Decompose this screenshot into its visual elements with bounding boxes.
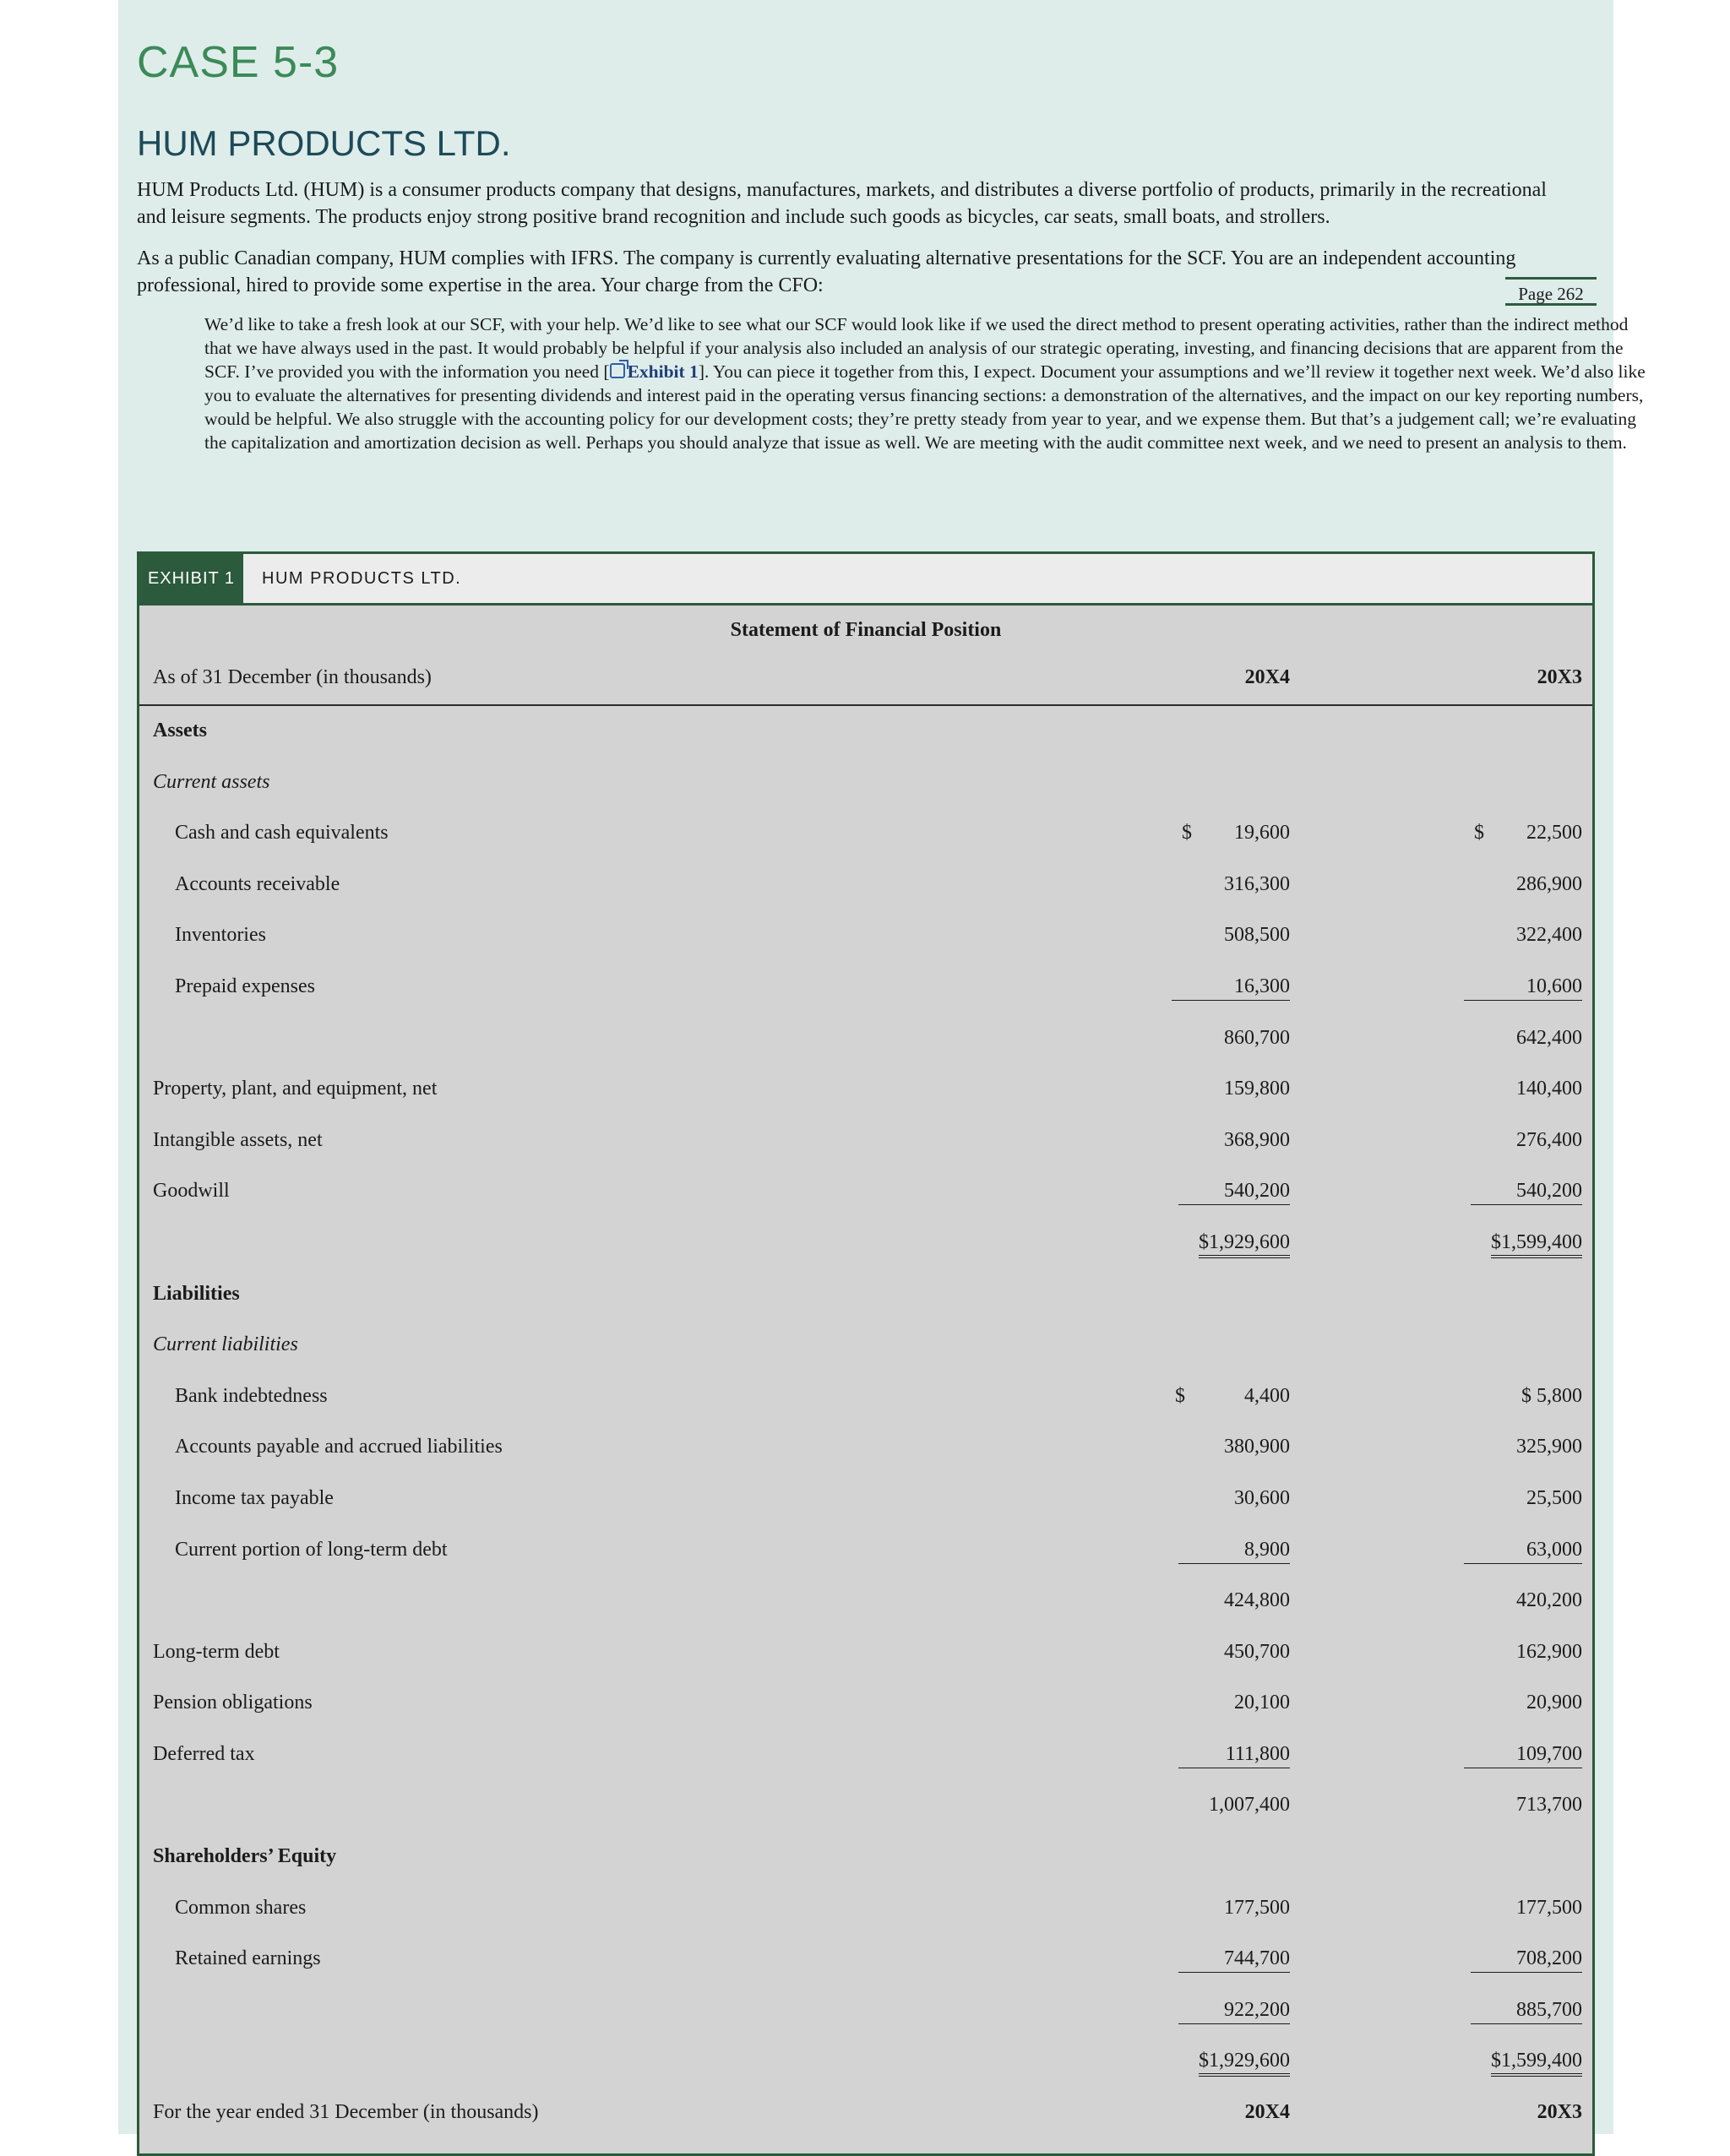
row-label: Prepaid expenses (175, 975, 315, 997)
subtotal-row (139, 1780, 1592, 1832)
row-label: Goodwill (153, 1180, 230, 1203)
value-20x4: 16,300 (1172, 975, 1290, 1001)
value-20x4: 8,900 (1178, 1539, 1290, 1564)
value-20x3: 708,200 (1471, 1947, 1582, 1973)
intro-paragraph: HUM Products Ltd. (HUM) is a consumer products company that designs, manufactures, markets, and distributes a diverse portfolio of products, primarily in the recreational and leisure segments. The products enjoy strong positive brand recognition and include such goods as bicycles, car seats, small boats, and strollers. (137, 179, 1547, 228)
dollar-sign: $ (1175, 1384, 1185, 1407)
header-col-20x3: 20X3 (1537, 2101, 1582, 2124)
financial-position-table (139, 653, 1592, 2139)
value-20x3: 10,600 (1464, 975, 1582, 1001)
value-20x4: $1,929,600 (1199, 1231, 1290, 1258)
equity-heading: Shareholders’ Equity (153, 1845, 337, 1868)
value-20x4: 860,700 (1224, 1026, 1290, 1049)
value-20x4: 20,100 (1234, 1692, 1290, 1714)
row-label: Deferred tax (153, 1742, 255, 1765)
table-header-row (139, 2088, 1592, 2139)
value-20x3: 140,400 (1516, 1078, 1582, 1100)
table-row (139, 1627, 1592, 1679)
value-20x3: 540,200 (1471, 1180, 1582, 1205)
value-20x4: 380,900 (1224, 1436, 1290, 1458)
row-label: Common shares (175, 1896, 307, 1919)
value-20x3: 162,900 (1516, 1640, 1582, 1663)
row-label: Accounts receivable (175, 872, 340, 895)
header-label: As of 31 December (in thousands) (153, 666, 432, 688)
value-20x4: 1,007,400 (1209, 1794, 1290, 1817)
value-20x3: 22,500 (1526, 822, 1582, 844)
value-20x3: 276,400 (1516, 1128, 1582, 1151)
value-20x3: 286,900 (1516, 872, 1582, 895)
value-20x4: 744,700 (1178, 1947, 1290, 1973)
value-20x3: 177,500 (1516, 1896, 1582, 1919)
table-row (139, 1116, 1592, 1167)
assets-heading: Assets (153, 720, 207, 741)
row-label: Retained earnings (175, 1947, 321, 1970)
liabilities-heading: Liabilities (153, 1282, 240, 1305)
value-20x3: 420,200 (1516, 1589, 1582, 1612)
value-20x4: 450,700 (1224, 1640, 1290, 1663)
value-20x3: 25,500 (1526, 1486, 1582, 1509)
subtotal-row (139, 1013, 1592, 1065)
value-20x3: 713,700 (1516, 1794, 1582, 1817)
row-label: Income tax payable (175, 1486, 334, 1509)
value-20x4: 424,800 (1224, 1589, 1290, 1612)
section-heading (139, 1832, 1592, 1883)
row-label: Long-term debt (153, 1640, 280, 1663)
total-row (139, 2036, 1592, 2088)
row-label: Intangible assets, net (153, 1128, 323, 1151)
exhibit-name: HUM PRODUCTS LTD. (262, 568, 462, 588)
row-label: Accounts payable and accrued liabilities (175, 1436, 503, 1458)
header-col-20x4: 20X4 (1244, 666, 1290, 688)
value-20x3: 642,400 (1516, 1026, 1582, 1049)
table-row (139, 1525, 1592, 1577)
row-label: Current portion of long-term debt (175, 1538, 448, 1561)
subsection-heading (139, 1320, 1592, 1371)
case-title: CASE 5-3 (137, 38, 340, 87)
value-20x3: $1,599,400 (1491, 2050, 1582, 2077)
row-label: Pension obligations (153, 1692, 313, 1714)
exhibit-link-text[interactable]: Exhibit 1 (627, 361, 699, 382)
value-20x4: 368,900 (1224, 1128, 1290, 1151)
total-row (139, 1218, 1592, 1269)
value-20x4: 316,300 (1224, 872, 1290, 895)
table-row (139, 1730, 1592, 1781)
value-20x3: 20,900 (1526, 1692, 1582, 1714)
context-paragraph: As a public Canadian company, HUM complies with IFRS. The company is currently evaluating alternative presentations for the SCF. You are an independent accounting professional, hired to provide some expertise in the area. Your charge from the CFO: (137, 247, 1516, 296)
dollar-sign: $ (1182, 822, 1192, 844)
table-row (139, 1422, 1592, 1474)
table-row (139, 1883, 1592, 1935)
value-20x3: 109,700 (1464, 1743, 1582, 1768)
table-row (139, 1166, 1592, 1218)
value-20x3: 885,700 (1471, 1999, 1582, 2024)
page-reference: Page 262 (1505, 277, 1597, 306)
subsection-heading (139, 758, 1592, 809)
row-label: Bank indebtedness (175, 1384, 328, 1407)
cfo-quote (204, 312, 1657, 454)
section-heading (139, 1269, 1592, 1321)
exhibit-link[interactable] (610, 361, 699, 382)
value-20x4: 922,200 (1178, 1999, 1290, 2024)
table-row (139, 910, 1592, 962)
row-label: Cash and cash equivalents (175, 822, 389, 844)
header-label: For the year ended 31 December (in thousands) (153, 2101, 539, 2124)
table-row (139, 1474, 1592, 1525)
value-20x4: 111,800 (1178, 1743, 1290, 1768)
value-20x4: 508,500 (1224, 924, 1290, 947)
table-row (139, 1064, 1592, 1116)
value-20x4: 19,600 (1234, 822, 1290, 844)
dollar-sign: $ (1474, 822, 1484, 844)
current-assets-heading: Current assets (153, 770, 270, 793)
table-row (139, 1371, 1592, 1423)
value-20x4: 30,600 (1234, 1486, 1290, 1509)
row-label: Property, plant, and equipment, net (153, 1078, 438, 1100)
value-20x3: $ 5,800 (1521, 1384, 1582, 1407)
table-header-row (139, 653, 1592, 706)
page (118, 0, 1646, 2134)
external-link-icon (610, 363, 625, 378)
value-20x4: 4,400 (1244, 1384, 1290, 1407)
current-liabilities-heading: Current liabilities (153, 1333, 298, 1356)
exhibit-1 (137, 551, 1595, 2156)
value-20x3: 322,400 (1516, 924, 1582, 947)
quote-text-after: ]. You can piece it together from this, I expect. Document your assumptions and we’ll review it together next week. We’d also like you to evaluate the alternatives for presenting dividends and interest paid in the operating versus financing sections: a demonstration of the alternatives, and the impact on our key reporting numbers, would be helpful. We also struggle with the accounting policy for our development costs; they’re pretty steady from year to year, and we expense them. But that’s a judgement call; we’re evaluating the capitalization and amortization decision as well. Perhaps you should analyze that issue as well. We are meeting with the audit committee next week, and we need to present an analysis to them. (204, 361, 1646, 453)
quote-text-before: We’d like to take a fresh look at our SCF, with your help. We’d like to see what our SCF would look like if we used the direct method to present operating activities, rather than the indirect method that we have always used in the past. It would probably be helpful if your analysis also included an analysis of our strategic operating, investing, and financing decisions that are apparent from the SCF. I’ve provided you with the information you need [ (204, 314, 1629, 382)
row-label: Inventories (175, 924, 266, 947)
statement-title: Statement of Financial Position (730, 619, 1002, 641)
header-col-20x3: 20X3 (1537, 666, 1582, 688)
subtotal-row (139, 1985, 1592, 2037)
exhibit-tag: EXHIBIT 1 (139, 554, 243, 603)
header-col-20x4: 20X4 (1244, 2101, 1290, 2124)
table-row (139, 860, 1592, 911)
value-20x4: 159,800 (1224, 1078, 1290, 1100)
value-20x3: 325,900 (1516, 1436, 1582, 1458)
section-heading (139, 706, 1592, 758)
exhibit-header (139, 554, 1592, 606)
company-title: HUM PRODUCTS LTD. (137, 123, 511, 163)
value-20x3: 63,000 (1464, 1539, 1582, 1564)
subtotal-row (139, 1576, 1592, 1627)
value-20x3: $1,599,400 (1491, 1231, 1582, 1258)
value-20x4: 540,200 (1178, 1180, 1290, 1205)
table-row (139, 962, 1592, 1013)
value-20x4: $1,929,600 (1199, 2050, 1290, 2077)
table-row (139, 808, 1592, 860)
table-row (139, 1678, 1592, 1730)
table-row (139, 1934, 1592, 1985)
value-20x4: 177,500 (1224, 1896, 1290, 1919)
